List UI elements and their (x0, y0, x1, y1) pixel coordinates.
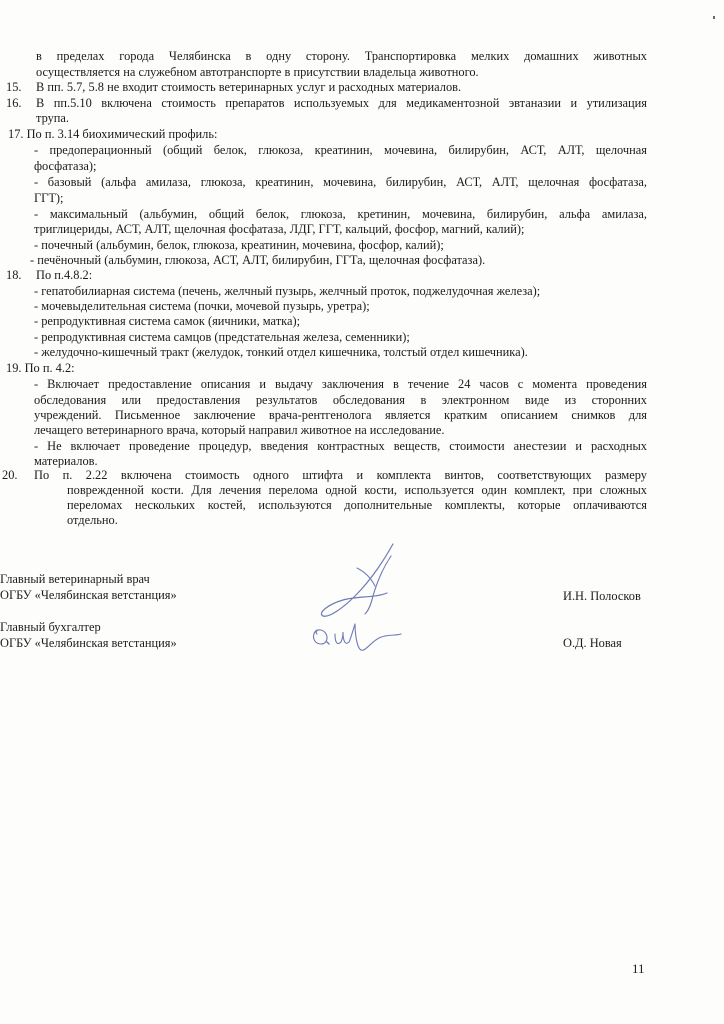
item-19-line-2: обследования или предоставления результатов обследования в электронном виде из сторонних (34, 393, 647, 407)
item-18-line-3: - репродуктивная система самок (яичники, матка); (34, 314, 301, 328)
item-14-line-1: в пределах города Челябинска в одну сторону. Транспортировка мелких домашних животных (36, 49, 647, 63)
item-19-line-1: - Включает предоставление описания и выдачу заключения в течение 24 часов с момента проведения (34, 377, 647, 391)
accountant-name: О.Д. Новая (563, 636, 622, 650)
item-19-heading: 19. По п. 4.2: (6, 361, 75, 375)
item-18-number: 18. (6, 268, 22, 282)
item-17-line-8: - печёночный (альбумин, глюкоза, АСТ, АЛТ, билирубин, ГГТа, щелочная фосфатаза). (30, 253, 486, 267)
item-20-line-3: переломах нескольких костей, используются дополнительные комплекты, которые оплачиваются (67, 498, 647, 512)
vet-title: Главный ветеринарный врач (0, 572, 150, 586)
item-18-line-5: - желудочно-кишечный тракт (желудок, тонкий отдел кишечника, толстый отдел кишечника). (34, 345, 528, 359)
item-18-line-4: - репродуктивная система самцов (предстательная железа, семенники); (34, 330, 410, 344)
item-20-line-4: отдельно. (67, 513, 118, 527)
item-15-text: В пп. 5.7, 5.8 не входит стоимость ветеринарных услуг и расходных материалов. (36, 80, 462, 94)
item-19-line-4: лечащего ветеринарного врача, который направил животное на исследование. (34, 423, 445, 437)
accountant-title: Главный бухгалтер (0, 620, 101, 634)
item-17-line-1: - предоперационный (общий белок, глюкоза, креатинин, мочевина, билирубин, АСТ, АЛТ, щелочная (34, 143, 647, 157)
vet-name: И.Н. Полосков (563, 589, 641, 603)
item-18-line-1: - гепатобилиарная система (печень, желчный пузырь, желчный проток, поджелудочная железа); (34, 284, 541, 298)
item-17-line-3: - базовый (альфа амилаза, глюкоза, креатинин, мочевина, билирубин, АСТ, АЛТ, щелочная фосфатаза, (34, 175, 647, 189)
item-17-line-5: - максимальный (альбумин, общий белок, глюкоза, кретинин, мочевина, билирубин, альфа амилаза, (34, 207, 647, 221)
item-18-line-2: - мочевыделительная система (почки, мочевой пузырь, уретра); (34, 299, 370, 313)
item-17-line-7: - почечный (альбумин, белок, глюкоза, креатинин, мочевина, фосфор, калий); (34, 238, 444, 252)
item-20-line-2: поврежденной кости. Для лечения перелома одной кости, используется один комплект, при сложных (67, 483, 647, 497)
item-18-heading: По п.4.8.2: (36, 268, 93, 282)
item-16-number: 16. (6, 96, 22, 110)
handwritten-signature (295, 538, 425, 658)
page-number: 11 (632, 961, 645, 976)
item-19-line-3: учреждений. Письменное заключение врача-рентгенолога является кратким описанием снимков для (34, 408, 647, 422)
item-17-heading: 17. По п. 3.14 биохимический профиль: (8, 127, 218, 141)
item-17-line-6: триглицериды, АСТ, АЛТ, щелочная фосфатаза, ЛДГ, ГГТ, кальций, фосфор, магний, калий); (34, 222, 525, 236)
item-19-line-6: материалов. (34, 454, 98, 468)
item-15-number: 15. (6, 80, 22, 94)
item-19-line-5: - Не включает проведение процедур, введения контрастных веществ, стоимости анестезии и расходных (34, 439, 647, 453)
item-17-line-2: фосфатаза); (34, 159, 97, 173)
accountant-organization: ОГБУ «Челябинская ветстанция» (0, 636, 177, 650)
item-16-line-2: трупа. (36, 111, 70, 125)
item-20-number: 20. (2, 468, 18, 482)
vet-organization: ОГБУ «Челябинская ветстанция» (0, 588, 177, 602)
item-17-line-4: ГГТ); (34, 191, 64, 205)
item-14-line-2: осуществляется на служебном автотранспорте в присутствии владельца животного. (36, 65, 479, 79)
item-16-line-1: В пп.5.10 включена стоимость препаратов используемых для медикаментозной эвтаназии и утилизация (36, 96, 647, 110)
item-20-line-1: По п. 2.22 включена стоимость одного штифта и комплекта винтов, соответствующих размеру (34, 468, 647, 482)
scan-artifact (713, 16, 715, 19)
